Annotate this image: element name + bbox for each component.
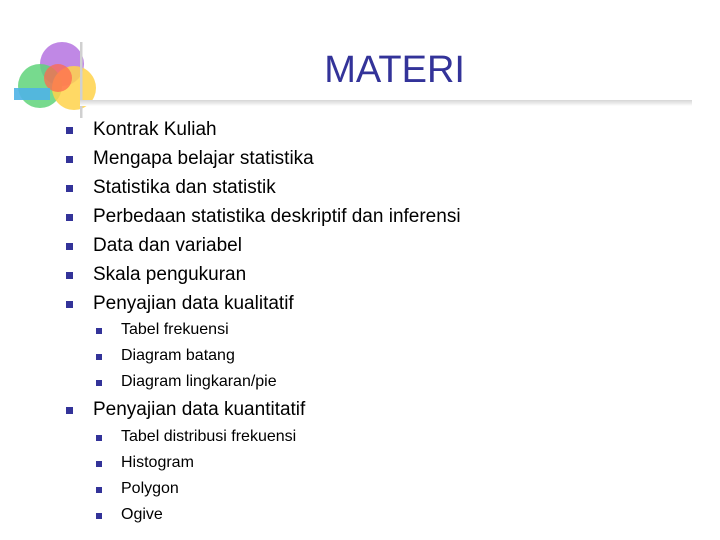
sub-list-item-text: Tabel frekuensi — [121, 321, 229, 338]
bullet-marker-icon — [66, 214, 73, 221]
bullet-marker-icon — [66, 127, 73, 134]
list-item-text: Kontrak Kuliah — [93, 119, 217, 140]
list-item-text: Penyajian data kuantitatif — [93, 399, 306, 420]
bullet-marker-icon — [66, 243, 73, 250]
sub-bullet-marker-icon — [96, 328, 102, 334]
sub-bullet-marker-icon — [96, 380, 102, 386]
sub-list-item-text: Histogram — [121, 454, 194, 471]
sub-bullet-marker-icon — [96, 354, 102, 360]
sub-list-item-text: Diagram batang — [121, 347, 235, 364]
sub-list-item-text: Ogive — [121, 506, 163, 523]
list-item-text: Skala pengukuran — [93, 264, 247, 285]
sub-bullet-marker-icon — [96, 487, 102, 493]
bullet-marker-icon — [66, 156, 73, 163]
bullet-marker-icon — [66, 185, 73, 192]
bullet-marker-icon — [66, 272, 73, 279]
sub-bullet-marker-icon — [96, 461, 102, 467]
slide-title: MATERI — [324, 49, 465, 91]
list-item-text: Statistika dan statistik — [93, 177, 276, 198]
sub-list-item-text: Tabel distribusi frekuensi — [121, 428, 297, 445]
sub-list-item-text: Polygon — [121, 480, 179, 497]
list-item-text: Mengapa belajar statistika — [93, 148, 314, 169]
bullet-marker-icon — [66, 407, 73, 414]
bullet-marker-icon — [66, 301, 73, 308]
list-item-text: Data dan variabel — [93, 235, 242, 256]
list-item-text: Penyajian data kualitatif — [93, 293, 294, 314]
sub-list-item-text: Diagram lingkaran/pie — [121, 373, 277, 390]
topic-list — [60, 0, 700, 540]
list-item-text: Perbedaan statistika deskriptif dan inferensi — [93, 206, 461, 227]
sub-bullet-marker-icon — [96, 513, 102, 519]
sub-bullet-marker-icon — [96, 435, 102, 441]
